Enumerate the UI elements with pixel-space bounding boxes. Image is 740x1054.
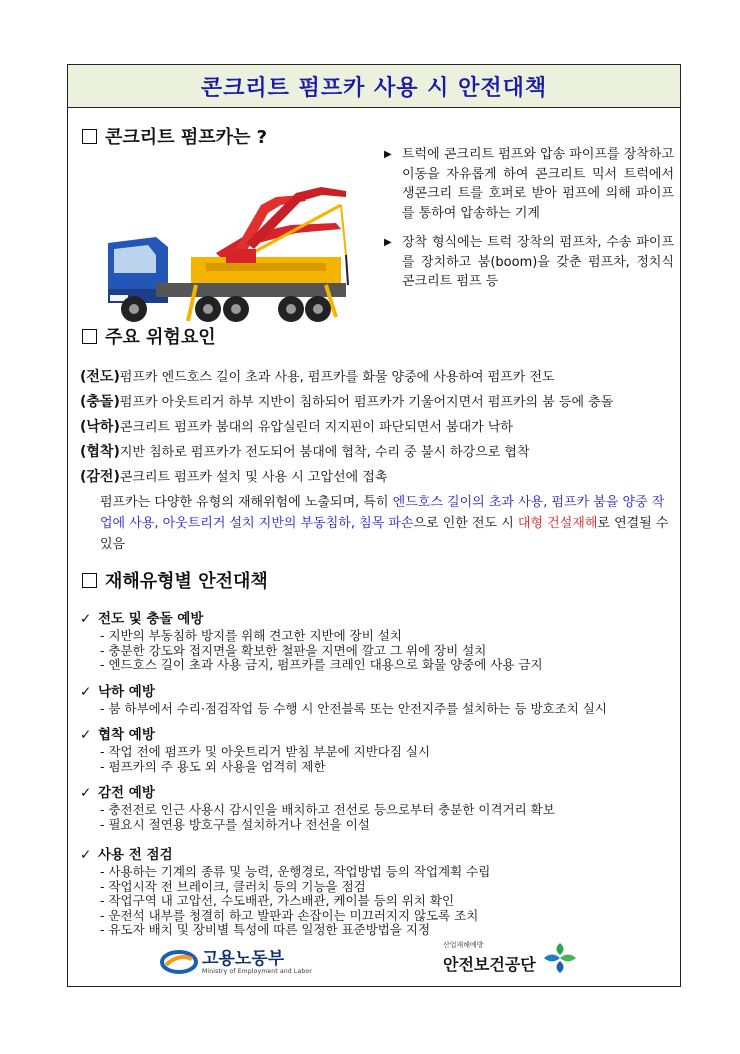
hazard-item [80,365,670,390]
measure-item: - 유도자 배치 및 장비별 특성에 따른 일정한 표준방법을 지정 [100,922,431,937]
summary-highlight-red: 대형 건설재해 [517,516,598,531]
measure-item: - 충전전로 인근 사용시 감시인을 배치하고 전선로 등으로부터 충분한 이격거리 확보 [100,802,555,817]
section-heading-label: 콘크리트 펌프카는 ? [105,127,268,148]
kosha-cross-icon [540,941,580,975]
hazard-text: 콘크리트 펌프카 붐대의 유압실린더 지지핀이 파단되면서 붐대가 낙하 [119,420,513,435]
summary-text: 으로 인한 전도 시 [413,516,518,531]
measure-item: - 펌프카의 주 용도 외 사용을 엄격히 제한 [100,758,326,774]
hazard-text: 펌프카 엔드호스 길이 초과 사용, 펌프카를 화물 양중에 사용하여 펌프카 전도 [119,370,555,385]
kosha-tagline: 산업재해예방 [443,941,484,949]
measures-list [80,610,675,948]
measure-group [80,726,675,774]
triangle-right-icon: ▶ [384,149,392,160]
measure-group [80,846,675,938]
document-frame [67,64,681,987]
section-heading-hazards [82,323,216,349]
checkmark-icon: ✓ [80,785,92,801]
hazard-text: 펌프카 아웃트리거 하부 지반이 침하되어 펌프카가 기울어지면서 펌프카의 붐 등에 충돌 [119,395,614,410]
ministry-logo [160,949,312,975]
definition-bullet [384,233,674,292]
ministry-name-en: Ministry of Employment and Labor [202,967,312,975]
measure-group [80,784,675,832]
section-heading-what-is [82,123,267,149]
hazard-tag: (낙하) [80,419,120,435]
ministry-name: 고용노동부 [202,948,285,969]
measure-item: - 붐 하부에서 수리·점검작업 등 수행 시 안전블록 또는 안전지주를 설치하는 등 방호조치 실시 [100,700,607,716]
kosha-name: 안전보건공단 [443,955,536,974]
kosha-logo [443,940,580,975]
hazard-item [80,390,670,415]
measure-item: - 엔드호스 길이 초과 사용 금지, 펌프카를 크레인 대용으로 화물 양중에 사용 금지 [100,657,543,672]
hazard-tag: (협착) [80,444,120,460]
measure-item: - 운전석 내부를 청결히 하고 발판과 손잡이는 미끄러지지 않도록 조치 [100,907,479,923]
concrete-pump-truck-image [96,165,356,345]
checkbox-square-icon [82,573,97,588]
hazard-item [80,440,670,465]
checkmark-icon: ✓ [80,611,92,627]
hazard-item [80,415,670,440]
measure-group-title: 감전 예방 [98,785,155,801]
hazard-text: 콘크리트 펌프카 설치 및 사용 시 고압선에 접촉 [119,470,388,485]
checkmark-icon: ✓ [80,683,92,700]
section-heading-label: 주요 위험요인 [105,327,216,348]
section-heading-measures [82,567,268,593]
triangle-right-icon: ▶ [384,237,392,248]
summary-text: 로 연결될 수 있음 [100,516,669,552]
hazard-list [80,365,670,490]
definition-bullet [384,145,674,223]
checkbox-square-icon [82,329,97,344]
hazard-tag: (감전) [80,469,120,485]
checkmark-icon: ✓ [80,847,92,863]
measure-group-title: 낙하 예방 [98,683,155,700]
hazard-tag: (전도) [80,369,120,385]
measure-item: - 작업 전에 펌프카 및 아웃트리거 받침 부분에 지반다짐 실시 [100,744,431,759]
measure-group [80,610,675,673]
title-bar [68,65,680,108]
ministry-emblem-icon [160,949,198,975]
page-title: 콘크리트 펌프카 사용 시 안전대책 [200,75,548,101]
checkmark-icon: ✓ [80,727,92,743]
measure-item: - 충분한 강도와 접지면을 확보한 철판을 지면에 깔고 그 위에 장비 설치 [100,642,487,658]
hazard-summary [100,492,672,555]
measure-group-title: 협착 예방 [98,727,155,743]
measure-item: - 작업시작 전 브레이크, 클러치 등의 기능을 점검 [100,878,366,894]
definition-bullets [384,145,674,302]
measure-item: - 지반의 부동침하 방지를 위해 견고한 지반에 장비 설치 [100,628,402,643]
measure-item: - 작업구역 내 고압선, 수도배관, 가스배관, 케이블 등의 위치 확인 [100,893,455,908]
measure-group-title: 사용 전 점검 [98,847,173,863]
summary-highlight-blue: 엔드호스 길이의 초과 사용, 펌프카 붐을 양중 작업에 사용, 아웃트리거 설치 지반의 부동침하, 침목 파손 [100,495,665,531]
hazard-item [80,465,670,490]
section-heading-label: 재해유형별 안전대책 [105,571,268,592]
hazard-tag: (충돌) [80,394,120,410]
measure-group [80,683,675,717]
hazard-text: 지반 침하로 펌프카가 전도되어 붐대에 협착, 수리 중 불시 하강으로 협착 [119,445,530,460]
checkbox-square-icon [82,129,97,144]
bullet-text: 트럭에 콘크리트 펌프와 압송 파이프를 장착하고 이동을 자유롭게 하여 콘크리트 믹서 트럭에서 생콘크리 트를 호퍼로 받아 펌프에 의해 파이프를 통하여 압송하는 기계 [402,147,674,221]
summary-text: 펌프카는 다양한 유형의 재해위험에 노출되며, 특히 [100,495,393,510]
bullet-text: 장착 형식에는 트럭 장착의 펌프차, 수송 파이프를 장치하고 붐(boom)을 갖춘 펌프차, 정치식 콘크리트 펌프 등 [402,235,674,289]
measure-group-title: 전도 및 충돌 예방 [98,611,204,627]
measure-item: - 사용하는 기계의 종류 및 능력, 운행경로, 작업방법 등의 작업계획 수립 [100,864,491,879]
measure-item: - 필요시 절연용 방호구를 설치하거나 전선을 이설 [100,816,370,832]
